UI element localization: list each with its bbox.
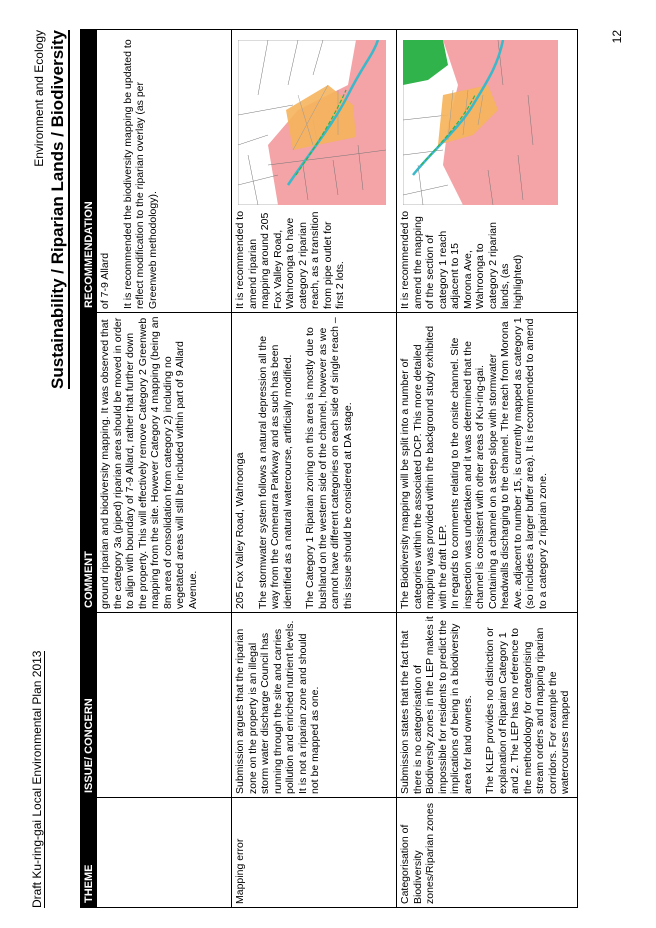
comment-text: The Category 1 Riparian zoning on this area is mostly due to bushland on the western side of the channel, however as we cannot have different categories on each side of single reach – this issue should be considered at DA stage. bbox=[304, 317, 354, 609]
table-row bbox=[97, 30, 232, 908]
recommendation-text: of 7-9 Allard bbox=[99, 252, 111, 309]
recommendation-cell bbox=[232, 30, 397, 313]
table-header-row bbox=[81, 30, 97, 908]
table-row bbox=[232, 30, 397, 908]
theme-cell: Mapping error bbox=[232, 798, 397, 908]
riparian-map-fox-valley bbox=[238, 40, 386, 205]
theme-cell: Categorisation of Biodiversity zones/Riparian zones bbox=[397, 798, 578, 908]
riparian-map-morona-ave bbox=[403, 40, 558, 205]
page-number: 12 bbox=[610, 30, 624, 44]
theme-cell bbox=[97, 798, 232, 908]
issue-text: Submission argues that the riparian zone on the property is an illegal storm water discharge Council has running through the site and carries pollution and enriched nutrient levels. It is not a riparian zone and should not be mapped as one. bbox=[234, 620, 321, 794]
col-theme: THEME bbox=[81, 798, 97, 908]
recommendation-cell bbox=[397, 30, 578, 313]
comment-cell bbox=[232, 313, 397, 613]
table-row bbox=[397, 30, 578, 908]
issue-cell bbox=[397, 613, 578, 798]
issue-text: The KLEP provides no distinction or explanation of Riparian Category 1 and 2. The LEP has no reference to the methodology for categorising stream orders and mapping riparian corridors. For example the watercourses mapped bbox=[484, 627, 571, 794]
comment-text: In regards to comments relating to the onsite channel. Site inspection was undertaken and it was determined that the channel is consistent with other areas of Ku-ring-gai. Containing a channel on a steep slope with stormwater headwalls discharging to the channel. The reach from Morona Ave. adjacent to number 15, is currently mapped as category 1 (so includes a larger buffer area). It is recommended to amend to a category 2 riparian zone. bbox=[449, 317, 549, 609]
issue-text: Submission states that the fact that there is no categorisation of Biodiversity zones in the LEP makes it impossible for residents to predict the implications of being in a biodiversity area for land owners. bbox=[399, 616, 474, 794]
submissions-table bbox=[80, 29, 578, 908]
comment-text: ground riparian and biodiversity mapping. It was observed that the category 3a (piped) riparian area should be moved in order to align with boundary of 7-9 Allard, rather that further down the property. This will effectively remove Category 2 Greenweb mapping from the site. However Category 4 mapping (being an 8m area of consolidation from category 2) including no vegetated areas will still be included within part of 9 Allard Avenue. bbox=[99, 316, 199, 609]
col-comment: COMMENT bbox=[81, 313, 97, 613]
recommendation-text: It is recommended to amend the mapping of the section of category 1 reach adjacent to 15 Morona Ave, Wahroonga to category 2 riparian lands, (as highlighted) bbox=[399, 210, 524, 309]
recommendation-text: It is recommended to amend riparian mapping around 205 Fox Valley Road, Wahroonga to have category 2 riparian reach, as a transition from pipe outlet for first 2 lots. bbox=[234, 210, 346, 309]
comment-cell bbox=[397, 313, 578, 613]
col-issue: ISSUE/ CONCERN bbox=[81, 613, 97, 798]
section-title: Sustainability / Riparian Lands / Biodiversity bbox=[48, 30, 70, 389]
comment-cell bbox=[97, 313, 232, 613]
comment-text: The Biodiversity mapping will be split into a number of categories within the associated DCP. This more detailed mapping was provided within the background study exhibited with the draft LEP. bbox=[399, 325, 449, 609]
document-title: Draft Ku-ring-gai Local Environmental Plan 2013 bbox=[30, 650, 44, 908]
comment-text: The stormwater system follows a natural depression all the way from the Comenarra Parkway and as such has been identified as a natural watercourse, artificially modified. bbox=[256, 335, 294, 609]
col-recommendation: RECOMMENDATION bbox=[81, 30, 97, 313]
section-subtitle: Environment and Ecology bbox=[32, 30, 46, 167]
recommendation-text: It is recommended the biodiversity mapping be updated to reflect modification to the riparian overlay (as per Greenweb methodology). bbox=[121, 39, 159, 309]
recommendation-cell bbox=[97, 30, 232, 313]
comment-text: 205 Fox Valley Road, Wahroonga bbox=[234, 452, 246, 609]
issue-cell bbox=[232, 613, 397, 798]
issue-cell bbox=[97, 613, 232, 798]
